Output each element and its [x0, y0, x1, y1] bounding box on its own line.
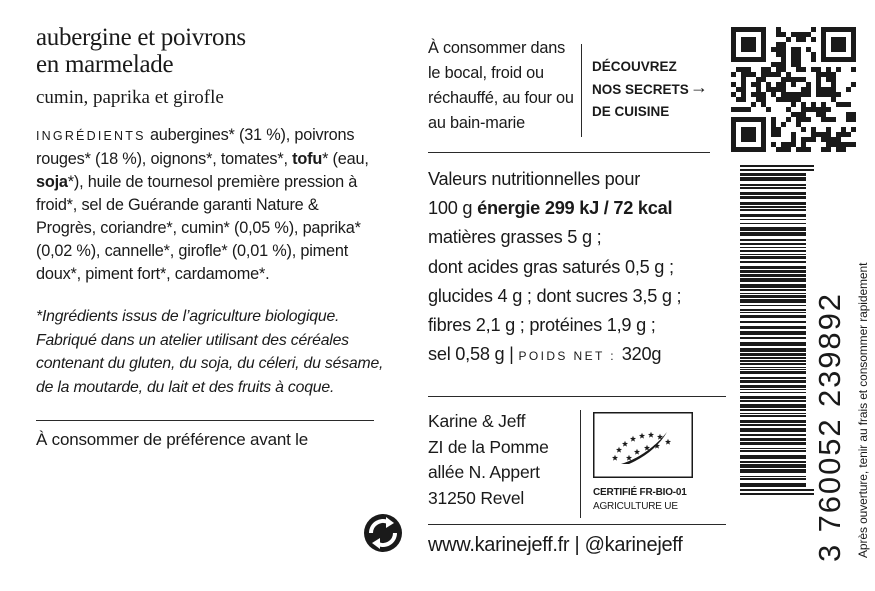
ingredients-part1: aubergines* (31 %), poivrons rouges* (18 %), oignons*, tomates*, [36, 126, 355, 168]
ingredient-tofu: tofu [292, 150, 323, 168]
product-title [36, 24, 246, 78]
after-opening-wrap [852, 140, 874, 560]
after-opening-text: Après ouverture, tenir au frais et consommer rapidement [856, 262, 870, 558]
product-title-line1: aubergine et poivrons [36, 24, 246, 51]
divider-website [428, 524, 726, 525]
website-link[interactable]: www.karinejeff.fr | @karinejeff [428, 534, 683, 556]
ingredients-text [36, 124, 381, 286]
nutrition-fat: matières grasses 5 g ; [428, 227, 602, 248]
divider-left [36, 420, 374, 421]
serving-instructions: À consommer dans le bocal, froid ou réchauffé, au four ou au bain-marie [428, 39, 574, 132]
nutrition-per: 100 g [428, 198, 478, 219]
divider-nutrition-top [428, 152, 710, 153]
green-dot-recycle-icon [363, 513, 403, 553]
qr-code-icon[interactable] [731, 27, 856, 152]
divider-serving [581, 44, 582, 137]
divider-cert [580, 410, 581, 518]
product-title-line2: en marmelade [36, 51, 174, 78]
maker-line2: ZI de la Pomme [428, 436, 549, 457]
arrow-right-icon: → [690, 77, 708, 97]
nutrition-heading: Valeurs nutritionnelles pour [428, 169, 641, 189]
maker-address [428, 409, 549, 511]
net-weight-label: POIDS NET : [518, 349, 622, 364]
nutrition-facts [428, 165, 728, 371]
cert-code: CERTIFIÉ FR-BIO-01 [593, 487, 687, 498]
ingredients-part3: *), huile de tournesol première pression à froid*, sel de Guérande garanti Nature & Progrès, coriandre*, cumin* (0,05 %), paprika* (0,02 %), cannelle*, girofle* (0,01 %), piment doux*, piment fort*, cardamome*. [36, 173, 361, 283]
divider-maker-top [428, 396, 726, 397]
nutrition-saturated: dont acides gras saturés 0,5 g ; [428, 256, 674, 277]
barcode-number: 3 760052 239892 [812, 292, 847, 562]
secrets-line3: DE CUISINE [592, 104, 670, 119]
ingredient-soja: soja [36, 173, 68, 191]
maker-name: Karine & Jeff [428, 411, 526, 431]
ingredients-part2: * (eau, [322, 150, 369, 168]
secrets-line1: DÉCOUVREZ [592, 59, 677, 74]
best-before-text: À consommer de préférence avant le [36, 430, 308, 449]
eu-organic-leaf-icon [593, 412, 693, 478]
cert-agriculture: AGRICULTURE UE [593, 501, 678, 512]
barcode-icon [740, 165, 814, 495]
maker-line4: 31250 Revel [428, 487, 525, 508]
secrets-cta[interactable] [592, 56, 689, 124]
secrets-line2: NOS SECRETS [592, 81, 689, 97]
barcode-number-wrap [812, 172, 856, 562]
maker-line3: allée N. Appert [428, 462, 540, 482]
nutrition-salt: sel 0,58 g | [428, 344, 519, 365]
product-subtitle: cumin, paprika et girofle [36, 87, 224, 108]
nutrition-fibre-protein: fibres 2,1 g ; protéines 1,9 g ; [428, 315, 656, 336]
organic-note: *Ingrédients issus de l’agriculture biologique. Fabriqué dans un atelier utilisant des céréales contenant du gluten, du soja, du céleri, du sésame, de la moutarde, du lait et des fruits à coque. [36, 308, 384, 396]
nutrition-carbs: glucides 4 g ; dont sucres 3,5 g ; [428, 285, 682, 306]
nutrition-energy: énergie 299 kJ / 72 kcal [477, 198, 673, 219]
net-weight: 320g [621, 344, 662, 365]
ingredients-label: INGRÉDIENTS [36, 129, 146, 143]
